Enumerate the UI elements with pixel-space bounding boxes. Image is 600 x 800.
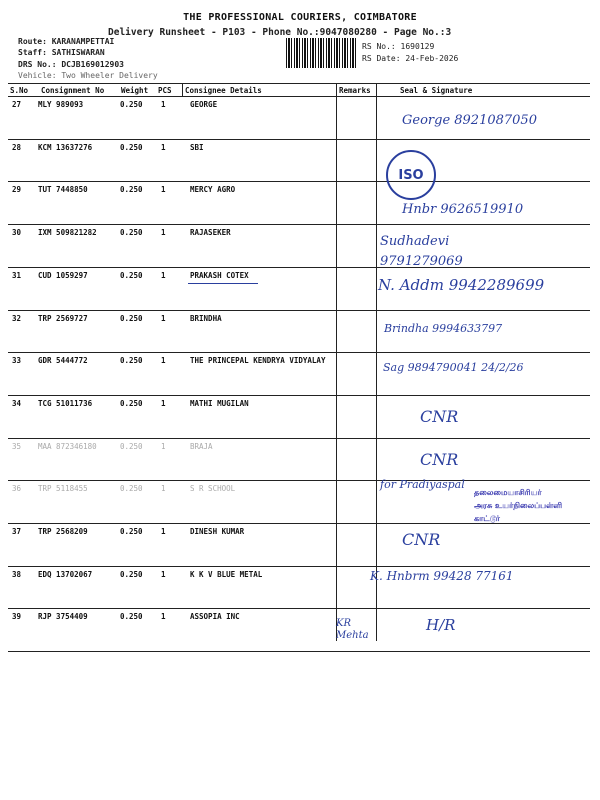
signature-27: George 8921087050 <box>402 113 537 128</box>
cell-consignee: ASSOPIA INC <box>190 612 240 622</box>
column-header-consignment: Consignment No <box>41 86 105 95</box>
cell-consignee: BRAJA <box>190 441 213 451</box>
cell-consignee: MERCY AGRO <box>190 185 236 195</box>
column-header-weight: Weight <box>121 86 149 95</box>
cell-pcs: 1 <box>161 185 166 195</box>
row-divider <box>8 139 590 140</box>
route-label: Route: <box>18 37 47 46</box>
page-title: THE PROFESSIONAL COURIERS, COIMBATORE <box>183 12 417 23</box>
cell-consignment-no: TCG 51011736 <box>38 398 93 408</box>
cell-pcs: 1 <box>161 142 166 152</box>
column-divider-seal <box>376 83 377 641</box>
school-seal-line1: தலைமையாசிரியர் <box>474 488 542 497</box>
route-line <box>18 37 114 46</box>
rs-number <box>362 42 434 51</box>
runsheet-subtitle: Delivery Runsheet - P103 - Phone No.:9047080280 - Page No.:3 <box>108 27 452 38</box>
rs-date-label: RS Date: <box>362 54 401 63</box>
cell-pcs: 1 <box>161 441 166 451</box>
cell-consignee: DINESH KUMAR <box>190 527 245 536</box>
cell-pcs: 1 <box>161 612 166 622</box>
cell-weight: 0.250 <box>120 142 143 152</box>
cell-consignment-no: KCM 13637276 <box>38 142 93 152</box>
cell-consignment-no: MLY 989093 <box>38 100 84 109</box>
row-divider <box>8 480 590 481</box>
cell-consignee: K K V BLUE METAL <box>190 569 263 579</box>
rs-no-label: RS No.: <box>362 42 396 51</box>
column-header-sno: S.No <box>10 86 29 95</box>
cell-sno: 27 <box>12 100 22 109</box>
rs-no-value: 1690129 <box>400 42 435 51</box>
vehicle-info: Vehicle: Two Wheeler Delivery <box>18 71 158 80</box>
cell-consignment-no: RJP 3754409 <box>38 612 88 622</box>
cell-consignee: RAJASEKER <box>190 228 231 238</box>
row-divider <box>8 395 590 396</box>
cell-sno: 34 <box>12 398 22 408</box>
cell-sno: 39 <box>12 612 22 622</box>
cell-consignee: SBI <box>190 142 204 152</box>
school-seal-line3: காட்டூர் <box>474 514 500 523</box>
cell-consignee: MATHI MUGILAN <box>190 398 249 408</box>
cell-consignment-no: TRP 5118455 <box>38 484 88 494</box>
table-header-rule <box>8 96 590 97</box>
drs-value: DCJB169012903 <box>61 60 124 69</box>
row-divider <box>8 310 590 311</box>
cell-pcs: 1 <box>161 527 166 536</box>
drs-label: DRS No.: <box>18 60 57 69</box>
ink-underline <box>188 283 258 284</box>
column-header-pcs: PCS <box>158 86 172 95</box>
cell-consignment-no: GDR 5444772 <box>38 356 88 366</box>
cell-sno: 32 <box>12 313 22 323</box>
cell-pcs: 1 <box>161 569 166 579</box>
cell-consignment-no: EDQ 13702067 <box>38 569 93 579</box>
cell-weight: 0.250 <box>120 527 143 536</box>
column-header-consignee: Consignee Details <box>185 86 262 95</box>
cell-weight: 0.250 <box>120 313 143 323</box>
route-value: KARANAMPETTAI <box>51 37 115 46</box>
row-divider <box>8 181 590 182</box>
cell-sno: 37 <box>12 527 22 536</box>
row-divider <box>8 566 590 567</box>
cell-weight: 0.250 <box>120 569 143 579</box>
cell-sno: 31 <box>12 270 22 280</box>
cell-weight: 0.250 <box>120 100 143 109</box>
cell-consignee: GEORGE <box>190 100 218 109</box>
column-header-remarks: Remarks <box>339 86 371 95</box>
seal-text: ISO <box>398 167 424 183</box>
row-divider <box>8 651 590 652</box>
cell-pcs: 1 <box>161 100 166 109</box>
cell-consignment-no: CUD 1059297 <box>38 270 88 280</box>
cell-sno: 33 <box>12 356 22 366</box>
cell-consignee: S R SCHOOL <box>190 484 236 494</box>
column-divider <box>182 83 183 96</box>
school-seal-line2: அரசு உயர்நிலைப்பள்ளி <box>474 501 563 510</box>
column-divider-remarks <box>336 83 337 641</box>
cell-weight: 0.250 <box>120 612 143 622</box>
cell-consignment-no: IXM 509821282 <box>38 228 97 238</box>
cell-weight: 0.250 <box>120 356 143 366</box>
signature-33: Sag 9894790041 24/2/26 <box>383 361 524 374</box>
seal-stamp-28 <box>386 150 436 200</box>
cell-sno: 35 <box>12 441 22 451</box>
cell-consignee: THE PRINCEPAL KENDRYA VIDYALAY <box>190 356 326 366</box>
cell-pcs: 1 <box>161 356 166 366</box>
cell-pcs: 1 <box>161 228 166 238</box>
cell-consignment-no: TRP 2568209 <box>38 527 88 536</box>
signature-35: CNR <box>420 450 459 469</box>
signature-39: H/R <box>426 616 456 634</box>
barcode <box>286 38 358 68</box>
rs-date-value: 24-Feb-2026 <box>405 54 459 63</box>
signature-32: Brindha 9994633797 <box>384 322 503 335</box>
cell-sno: 28 <box>12 142 22 152</box>
row-divider <box>8 438 590 439</box>
cell-consignment-no: TUT 7448850 <box>38 185 88 195</box>
cell-consignee: PRAKASH COTEX <box>190 270 249 280</box>
cell-sno: 30 <box>12 228 22 238</box>
cell-consignment-no: TRP 2569727 <box>38 313 88 323</box>
row-divider <box>8 352 590 353</box>
signature-29: Hnbr 9626519910 <box>402 202 524 217</box>
cell-consignment-no: MAA 872346180 <box>38 441 97 451</box>
cell-pcs: 1 <box>161 484 166 494</box>
drs-line <box>18 60 124 69</box>
cell-pcs: 1 <box>161 270 166 280</box>
school-seal-36 <box>474 486 574 525</box>
cell-weight: 0.250 <box>120 484 143 494</box>
staff-value: SATHISWARAN <box>51 48 105 57</box>
signature-36: for Pradiyaspal <box>380 478 465 491</box>
cell-sno: 36 <box>12 484 22 494</box>
signature-38: K. Hnbrm 99428 77161 <box>370 569 514 583</box>
cell-weight: 0.250 <box>120 185 143 195</box>
row-divider <box>8 224 590 225</box>
row-divider <box>8 608 590 609</box>
signature-31: N. Addm 9942289699 <box>378 276 545 294</box>
cell-consignee: BRINDHA <box>190 313 222 323</box>
signature-37: CNR <box>402 530 441 549</box>
cell-pcs: 1 <box>161 398 166 408</box>
staff-line <box>18 48 105 57</box>
cell-weight: 0.250 <box>120 270 143 280</box>
signature-34: CNR <box>420 407 459 426</box>
remark-39: KR Mehta <box>336 618 369 641</box>
staff-label: Staff: <box>18 48 47 57</box>
rs-date <box>362 54 458 63</box>
cell-sno: 38 <box>12 569 22 579</box>
cell-weight: 0.250 <box>120 398 143 408</box>
cell-weight: 0.250 <box>120 441 143 451</box>
table-border-top <box>8 83 590 84</box>
column-header-seal: Seal & Signature <box>400 86 473 95</box>
cell-weight: 0.250 <box>120 228 143 238</box>
signature-30: Sudhadevi 9791279069 <box>380 234 463 269</box>
cell-sno: 29 <box>12 185 22 195</box>
cell-pcs: 1 <box>161 313 166 323</box>
